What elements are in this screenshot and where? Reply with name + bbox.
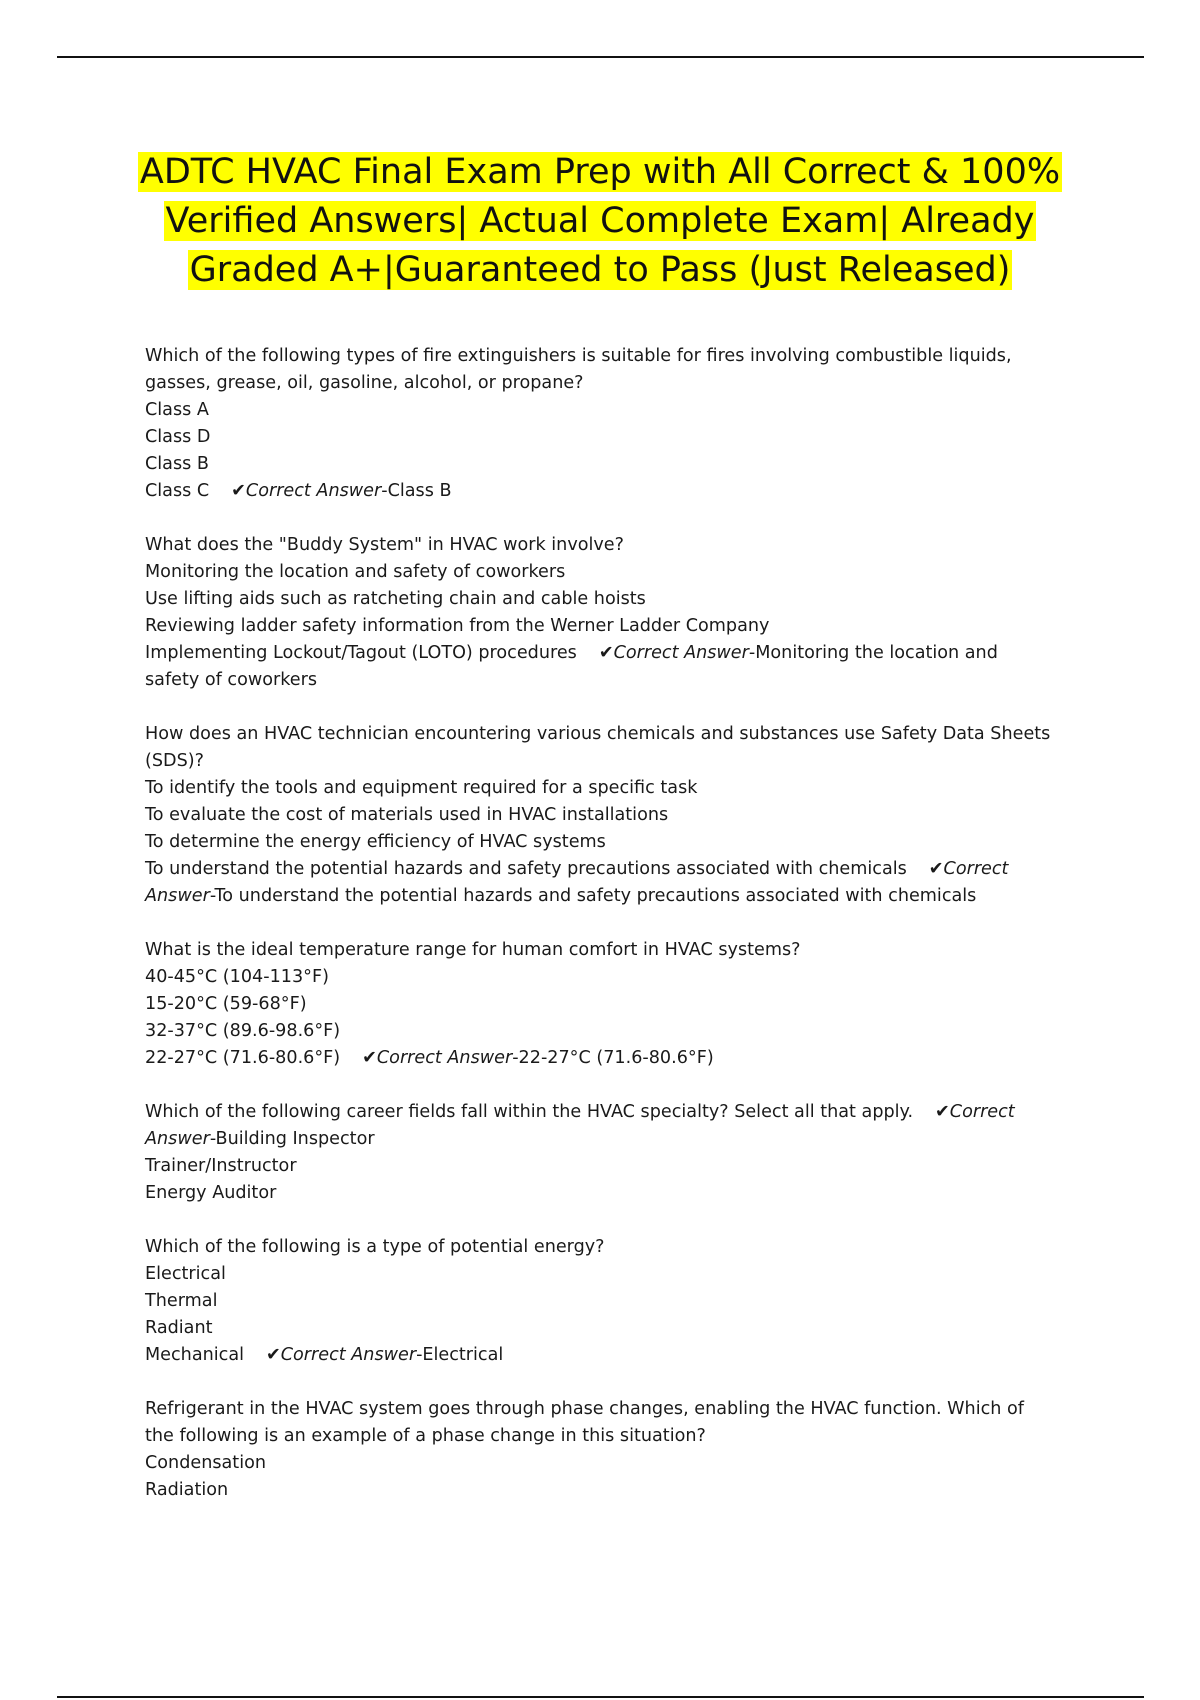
answer-label: Correct Answer — [613, 643, 749, 663]
correct-answer — [362, 1048, 714, 1068]
answer-continuation — [145, 883, 1065, 910]
option: To evaluate the cost of materials used in HVAC installations — [145, 805, 669, 825]
option: 22-27°C (71.6-80.6°F) — [145, 1048, 341, 1068]
footer-rule — [57, 1696, 1144, 1698]
answer-continuation — [145, 1126, 1065, 1153]
option: Radiation — [145, 1480, 229, 1500]
question-text: the following is an example of a phase change in this situation? — [145, 1426, 706, 1446]
option: Monitoring the location and safety of coworkers — [145, 562, 566, 582]
check-icon: ✔ — [362, 1048, 377, 1068]
answer-continuation: safety of coworkers — [145, 670, 318, 690]
option: To determine the energy efficiency of HVAC systems — [145, 832, 606, 852]
question-text: How does an HVAC technician encountering various chemicals and substances use Safety Data Sheets — [145, 724, 1051, 744]
answer-value: -Class B — [381, 481, 452, 501]
check-icon: ✔ — [266, 1345, 281, 1365]
option: Thermal — [145, 1291, 218, 1311]
option: Condensation — [145, 1453, 266, 1473]
question-block — [145, 1396, 1065, 1504]
title-line: Verified Answers| Actual Complete Exam| Already — [165, 201, 1035, 241]
answer-value: -22-27°C (71.6-80.6°F) — [512, 1048, 714, 1068]
answer-value: -To understand the potential hazards and safety precautions associated with chemicals — [209, 886, 977, 906]
header-rule — [57, 56, 1144, 58]
title-line: ADTC HVAC Final Exam Prep with All Correct & 100% — [139, 152, 1061, 192]
answer-value: -Building Inspector — [209, 1129, 375, 1149]
option: 32-37°C (89.6-98.6°F) — [145, 1021, 341, 1041]
option: Class C — [145, 481, 210, 501]
page-title — [80, 148, 1120, 295]
question-block — [145, 1099, 1065, 1207]
answer-value: Energy Auditor — [145, 1183, 277, 1203]
check-icon: ✔ — [935, 1102, 950, 1122]
answer-label: Correct — [943, 859, 1009, 879]
question-block — [145, 343, 1065, 505]
answer-label: Answer — [145, 886, 210, 906]
question-text: Which of the following types of fire extinguishers is suitable for fires involving combustible liquids, — [145, 346, 1012, 366]
option: To understand the potential hazards and safety precautions associated with chemicals — [145, 859, 907, 879]
option: 40-45°C (104-113°F) — [145, 967, 329, 987]
option: 15-20°C (59-68°F) — [145, 994, 307, 1014]
answer-label: Answer — [145, 1129, 210, 1149]
title-line: Graded A+|Guaranteed to Pass (Just Released) — [189, 250, 1011, 290]
question-text: (SDS)? — [145, 751, 204, 771]
answer-value: Trainer/Instructor — [145, 1156, 297, 1176]
answer-value: -Monitoring the location and — [748, 643, 998, 663]
option: Class B — [145, 454, 209, 474]
question-text: What does the "Buddy System" in HVAC work involve? — [145, 535, 624, 555]
correct-answer — [599, 643, 998, 663]
answer-label: Correct Answer — [280, 1345, 417, 1365]
option-with-answer — [145, 478, 1065, 505]
question-text: Which of the following is a type of potential energy? — [145, 1237, 605, 1257]
option: Electrical — [145, 1264, 226, 1284]
option: Class A — [145, 400, 209, 420]
question-block — [145, 937, 1065, 1072]
option: Use lifting aids such as ratcheting chain and cable hoists — [145, 589, 646, 609]
correct-answer — [935, 1102, 1015, 1122]
correct-answer — [266, 1345, 503, 1365]
question-text: What is the ideal temperature range for human comfort in HVAC systems? — [145, 940, 801, 960]
question-with-answer — [145, 1099, 1065, 1126]
option-with-answer — [145, 1342, 1065, 1369]
option: Reviewing ladder safety information from the Werner Ladder Company — [145, 616, 770, 636]
answer-value: -Electrical — [416, 1345, 504, 1365]
option: To identify the tools and equipment required for a specific task — [145, 778, 698, 798]
correct-answer — [231, 481, 451, 501]
option-with-answer — [145, 640, 1065, 667]
question-text: gasses, grease, oil, gasoline, alcohol, or propane? — [145, 373, 584, 393]
question-block — [145, 1234, 1065, 1369]
option-with-answer — [145, 1045, 1065, 1072]
question-list — [145, 343, 1065, 1504]
question-block — [145, 721, 1065, 910]
question-text: Which of the following career fields fall within the HVAC specialty? Select all that apply. — [145, 1102, 914, 1122]
option: Radiant — [145, 1318, 213, 1338]
question-text: Refrigerant in the HVAC system goes through phase changes, enabling the HVAC function. Which of — [145, 1399, 1024, 1419]
option: Implementing Lockout/Tagout (LOTO) procedures — [145, 643, 577, 663]
check-icon: ✔ — [928, 859, 944, 879]
option: Class D — [145, 427, 211, 447]
correct-answer — [929, 859, 1009, 879]
answer-label: Correct Answer — [245, 481, 382, 501]
option-with-answer — [145, 856, 1065, 883]
question-block — [145, 532, 1065, 694]
check-icon: ✔ — [598, 643, 614, 663]
answer-label: Correct Answer — [376, 1048, 513, 1068]
check-icon: ✔ — [231, 481, 246, 501]
option: Mechanical — [145, 1345, 244, 1365]
answer-label: Correct — [949, 1102, 1015, 1122]
